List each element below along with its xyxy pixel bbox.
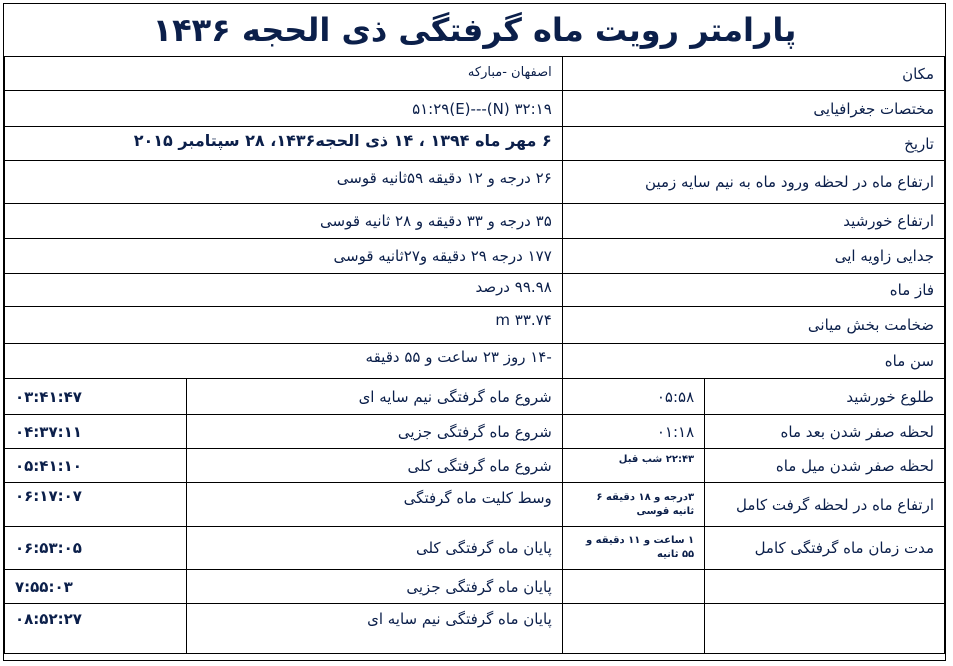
label-cell: لحظه صفر شدن بعد ماه — [705, 415, 945, 449]
table-row — [5, 527, 945, 570]
label-cell: پایان ماه گرفتگی کلی — [186, 527, 562, 570]
value-cell: ۲۲:۴۳ شب قبل — [562, 449, 704, 483]
label-cell: مختصات جغرافیایی — [562, 91, 944, 127]
label-cell: شروع ماه گرفتگی کلی — [186, 449, 562, 483]
label-cell: پایان ماه گرفتگی جزیی — [186, 570, 562, 604]
table-row — [5, 274, 945, 307]
table-row — [5, 204, 945, 239]
label-cell: لحظه صفر شدن میل ماه — [705, 449, 945, 483]
label-cell — [705, 604, 945, 654]
label-cell — [705, 570, 945, 604]
label-cell: شروع ماه گرفتگی جزیی — [186, 415, 562, 449]
value-cell: ۳۳.۷۴ m — [5, 307, 563, 344]
table-row — [5, 307, 945, 344]
value-cell: ۶ مهر ماه ۱۳۹۴ ، ۱۴ ذی الحجه۱۴۳۶، ۲۸ سپتامبر ۲۰۱۵ — [5, 127, 563, 161]
time-cell: ۰۶:۵۳:۰۵ — [5, 527, 187, 570]
value-cell: ۱ ساعت و ۱۱ دقیقه و ۵۵ ثانیه — [562, 527, 704, 570]
page-title: پارامتر رویت ماه گرفتگی ذی الحجه ۱۴۳۶ — [4, 4, 945, 57]
time-cell: ۰۵:۴۱:۱۰ — [5, 449, 187, 483]
label-cell: مدت زمان ماه گرفتگی کامل — [705, 527, 945, 570]
table-row — [5, 379, 945, 415]
label-cell: فاز ماه — [562, 274, 944, 307]
time-cell: ۰۶:۱۷:۰۷ — [5, 483, 187, 527]
time-cell: ۷:۵۵:۰۳ — [5, 570, 187, 604]
document-frame — [3, 3, 946, 661]
value-cell: ۲۶ درجه و ۱۲ دقیقه ۵۹ثانیه قوسی — [5, 161, 563, 204]
value-cell: اصفهان -مبارکه — [5, 57, 563, 91]
table-row — [5, 483, 945, 527]
value-cell: ۱۷۷ درجه ۲۹ دقیقه و۲۷ثانیه قوسی — [5, 239, 563, 274]
label-cell: مکان — [562, 57, 944, 91]
table-row — [5, 344, 945, 379]
label-cell: شروع ماه گرفتگی نیم سایه ای — [186, 379, 562, 415]
value-cell: -۱۴ روز ۲۳ ساعت و ۵۵ دقیقه — [5, 344, 563, 379]
value-cell: ۳۲:۱۹ (N)---۵۱:۲۹(E) — [5, 91, 563, 127]
time-cell: ۰۴:۳۷:۱۱ — [5, 415, 187, 449]
label-cell: ضخامت بخش میانی — [562, 307, 944, 344]
time-cell: ۰۸:۵۲:۲۷ — [5, 604, 187, 654]
value-cell: ۰۱:۱۸ — [562, 415, 704, 449]
table-row — [5, 239, 945, 274]
value-cell: ۳درجه و ۱۸ دقیقه ۶ ثانیه قوسی — [562, 483, 704, 527]
table-row — [5, 91, 945, 127]
value-cell: ۰۵:۵۸ — [562, 379, 704, 415]
label-cell: وسط کلیت ماه گرفتگی — [186, 483, 562, 527]
label-cell: ارتفاع خورشید — [562, 204, 944, 239]
table-row — [5, 604, 945, 654]
value-cell — [562, 604, 704, 654]
table-row — [5, 127, 945, 161]
label-cell: ارتفاع ماه در لحظه گرفت کامل — [705, 483, 945, 527]
label-cell: سن ماه — [562, 344, 944, 379]
label-cell: جدایی زاویه ایی — [562, 239, 944, 274]
table-row — [5, 57, 945, 91]
value-cell — [562, 570, 704, 604]
parameters-table — [4, 56, 945, 654]
value-cell: ۳۵ درجه و ۳۳ دقیقه و ۲۸ ثانیه قوسی — [5, 204, 563, 239]
label-cell: ارتفاع ماه در لحظه ورود ماه به نیم سایه زمین — [562, 161, 944, 204]
table-row — [5, 415, 945, 449]
label-cell: پایان ماه گرفتگی نیم سایه ای — [186, 604, 562, 654]
value-cell: ۹۹.۹۸ درصد — [5, 274, 563, 307]
table-row — [5, 570, 945, 604]
label-cell: طلوع خورشید — [705, 379, 945, 415]
time-cell: ۰۳:۴۱:۴۷ — [5, 379, 187, 415]
table-row — [5, 161, 945, 204]
table-row — [5, 449, 945, 483]
label-cell: تاریخ — [562, 127, 944, 161]
